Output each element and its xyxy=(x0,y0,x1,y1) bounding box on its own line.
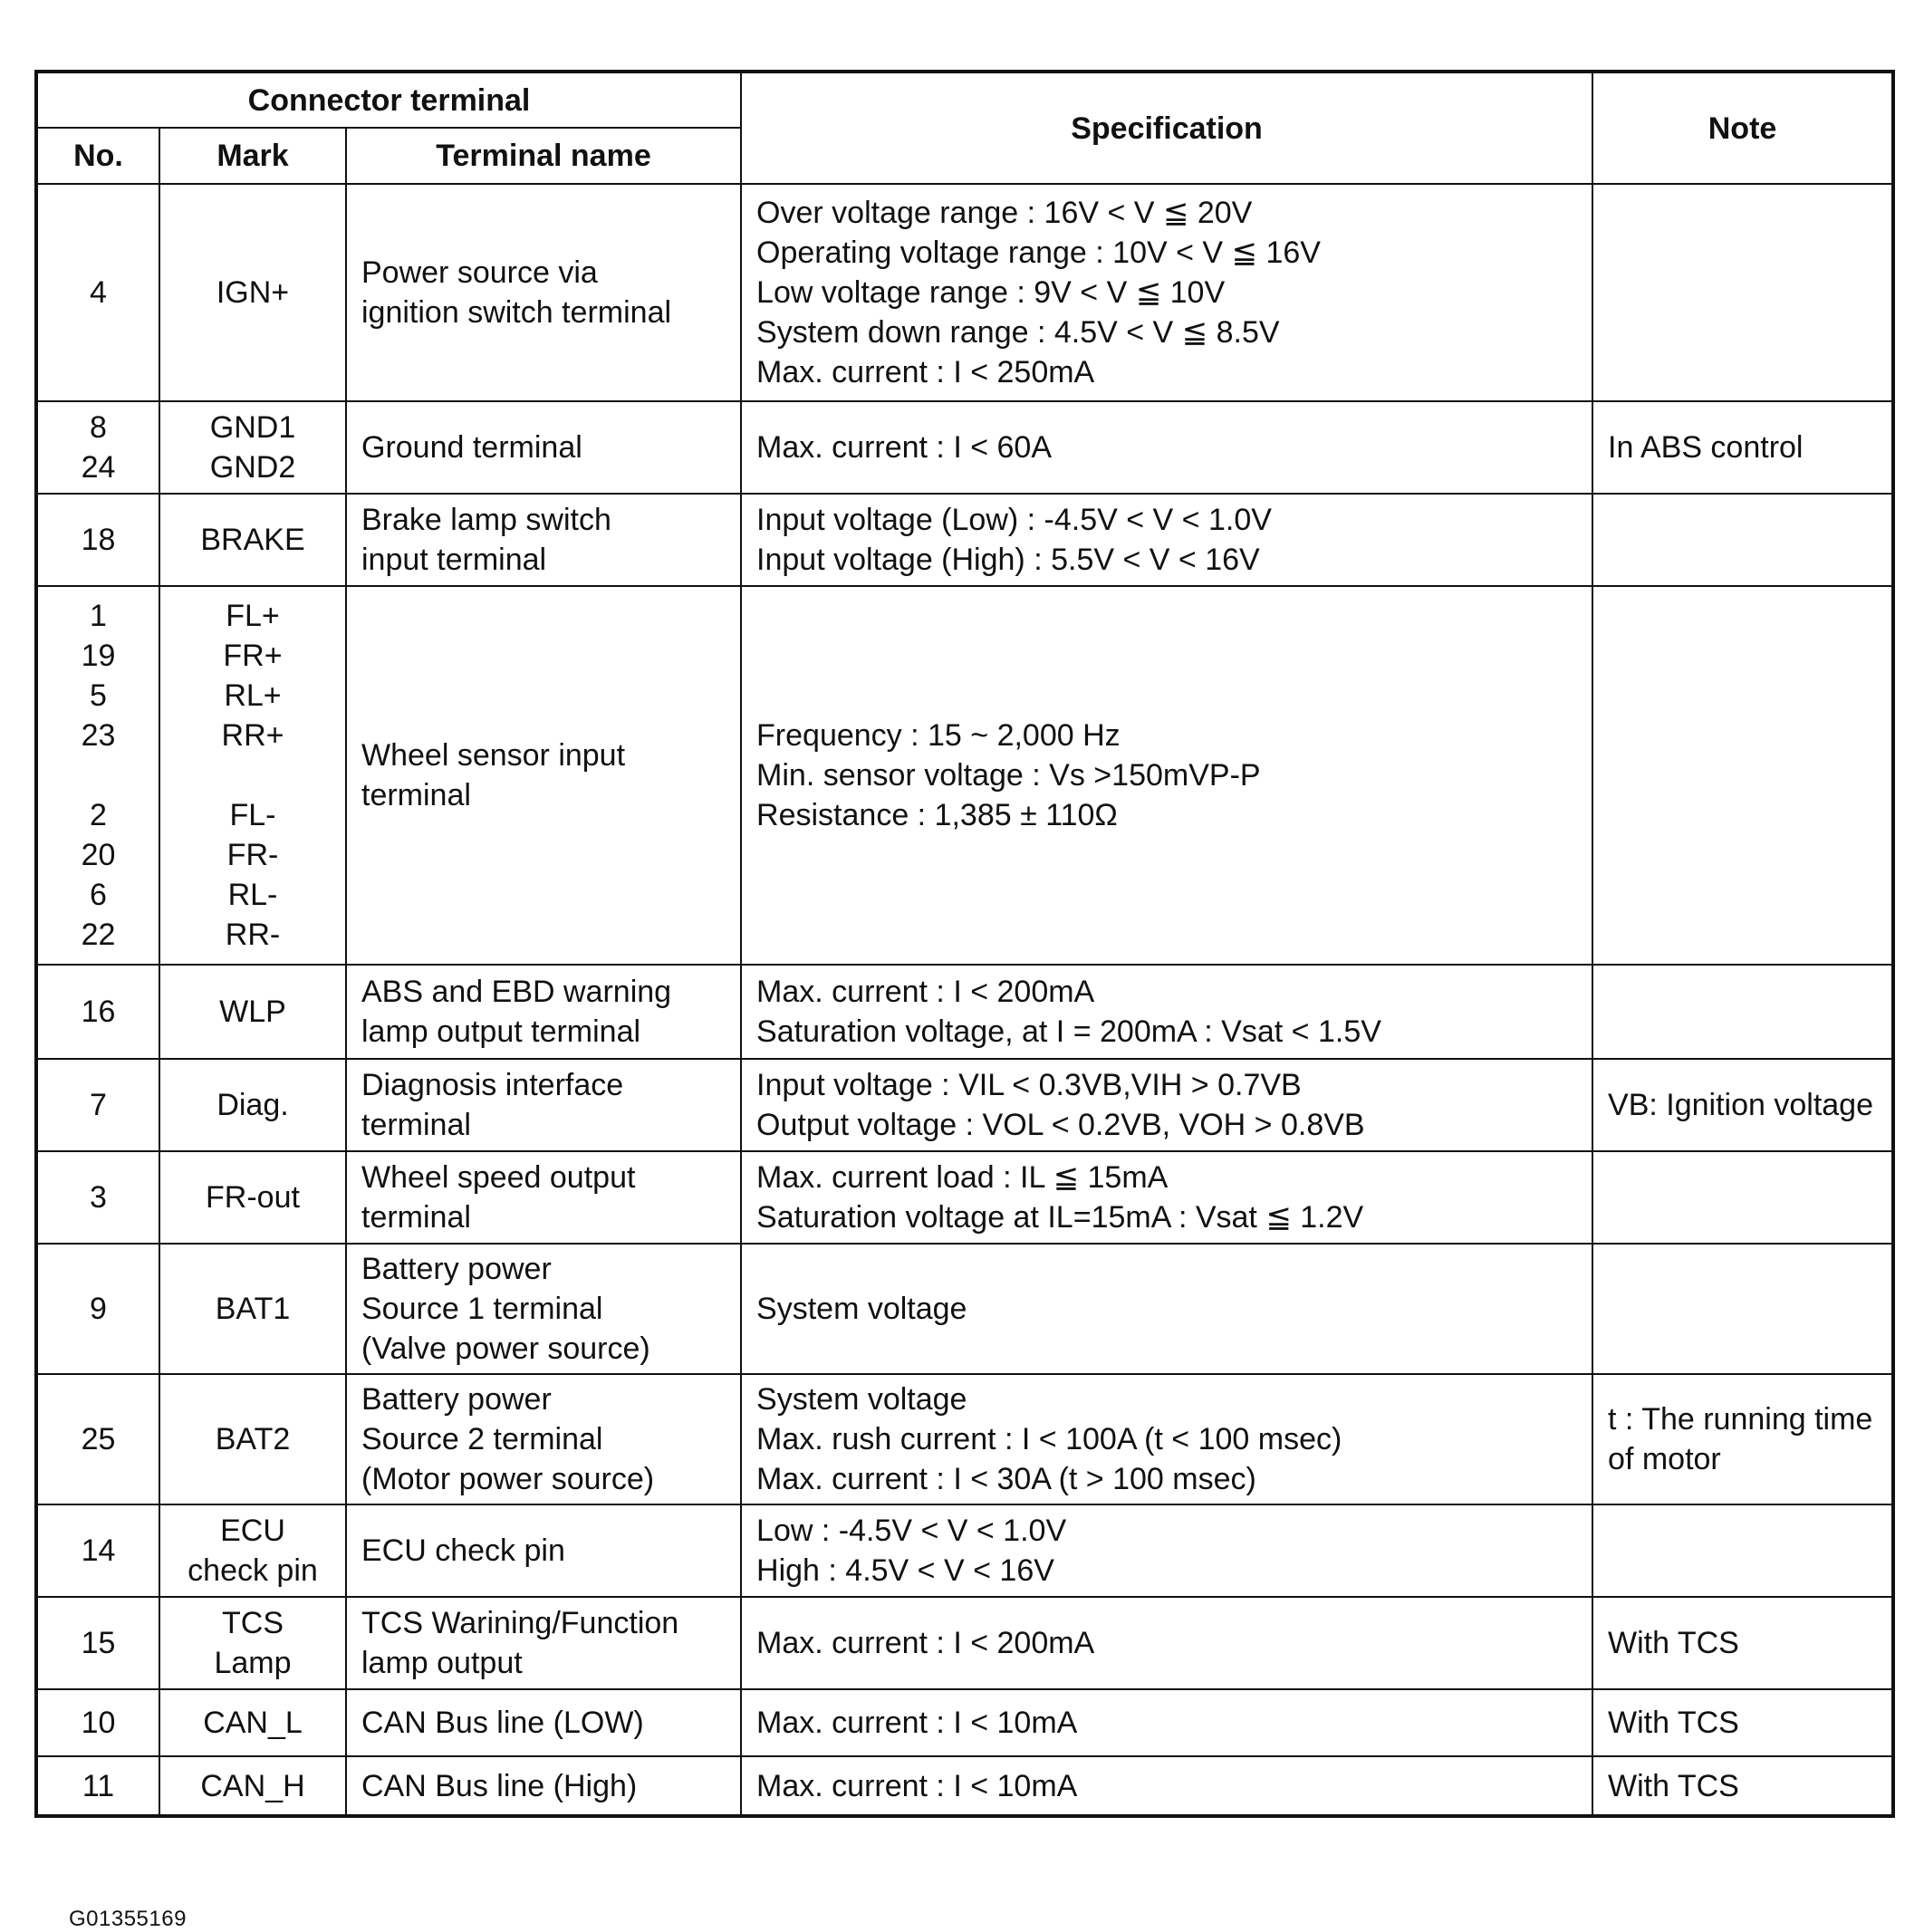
cell-line: 25 xyxy=(81,1422,116,1456)
cell-no xyxy=(36,586,159,965)
cell-specification xyxy=(741,1151,1592,1244)
cell-line: Max. rush current : I < 100A (t < 100 msec) xyxy=(756,1422,1342,1456)
cell-line: Max. current : I < 200mA xyxy=(756,975,1095,1009)
cell-no xyxy=(36,1059,159,1151)
cell-line: WLP xyxy=(219,995,286,1029)
cell-line: 18 xyxy=(81,523,116,557)
cell-mark xyxy=(159,1597,346,1689)
cell-note xyxy=(1592,1151,1893,1244)
cell-note xyxy=(1592,1756,1893,1816)
cell-line: Max. current : I < 10mA xyxy=(756,1706,1078,1740)
cell-specification xyxy=(741,1756,1592,1816)
cell-line: 4 xyxy=(90,275,107,310)
cell-mark xyxy=(159,1151,346,1244)
cell-line: Source 2 terminal xyxy=(361,1422,603,1456)
table-row xyxy=(36,494,1893,586)
cell-line: ECU xyxy=(220,1514,285,1548)
cell-line: FR-out xyxy=(206,1180,300,1215)
table-row xyxy=(36,1597,1893,1689)
table-row xyxy=(36,1756,1893,1816)
cell-line: Operating voltage range : 10V < V ≦ 16V xyxy=(756,235,1321,270)
cell-line: t : The running time xyxy=(1608,1402,1873,1437)
cell-note xyxy=(1592,184,1893,401)
cell-line: lamp output terminal xyxy=(361,1014,641,1049)
cell-terminal-name xyxy=(346,965,741,1059)
cell-line: CAN_H xyxy=(200,1768,305,1803)
cell-line: Input voltage : VIL < 0.3VB,VIH > 0.7VB xyxy=(756,1068,1302,1102)
cell-line: Ground terminal xyxy=(361,430,582,465)
cell-no xyxy=(36,401,159,494)
cell-line: of motor xyxy=(1608,1442,1721,1476)
cell-terminal-name xyxy=(346,1504,741,1597)
cell-line: System voltage xyxy=(756,1292,967,1326)
cell-note xyxy=(1592,965,1893,1059)
cell-no xyxy=(36,1689,159,1756)
cell-line: GND2 xyxy=(209,450,296,485)
table-row xyxy=(36,184,1893,401)
cell-line: RR+ xyxy=(221,718,284,753)
cell-line: Input voltage (High) : 5.5V < V < 16V xyxy=(756,543,1260,577)
table-header xyxy=(36,72,1893,184)
cell-line: 3 xyxy=(90,1180,107,1215)
cell-line: Lamp xyxy=(214,1646,292,1680)
cell-line: 23 xyxy=(81,718,116,753)
figure-id: G01355169 xyxy=(69,1907,187,1931)
cell-specification xyxy=(741,965,1592,1059)
header-specification: Specification xyxy=(741,72,1592,184)
cell-terminal-name xyxy=(346,1374,741,1504)
table-row xyxy=(36,401,1893,494)
cell-line xyxy=(53,755,144,795)
header-mark: Mark xyxy=(159,128,346,184)
cell-line: BAT1 xyxy=(215,1292,291,1326)
cell-line: ignition switch terminal xyxy=(361,295,672,330)
table-row xyxy=(36,965,1893,1059)
cell-line: 8 xyxy=(90,410,107,445)
cell-line: Min. sensor voltage : Vs >150mVP-P xyxy=(756,758,1261,793)
cell-no xyxy=(36,184,159,401)
cell-line: CAN_L xyxy=(203,1706,303,1740)
cell-line: With TCS xyxy=(1608,1706,1739,1740)
cell-no xyxy=(36,1756,159,1816)
cell-line: 5 xyxy=(90,678,107,713)
cell-line: ECU check pin xyxy=(361,1533,565,1568)
cell-terminal-name xyxy=(346,1059,741,1151)
cell-line: terminal xyxy=(361,778,471,812)
cell-mark xyxy=(159,1244,346,1374)
cell-terminal-name xyxy=(346,1689,741,1756)
cell-terminal-name xyxy=(346,401,741,494)
cell-line: TCS Warining/Function xyxy=(361,1606,679,1640)
cell-line: RL+ xyxy=(224,678,282,713)
cell-line: (Motor power source) xyxy=(361,1462,655,1496)
cell-line: FL+ xyxy=(226,599,280,633)
cell-line: Output voltage : VOL < 0.2VB, VOH > 0.8VB xyxy=(756,1108,1365,1142)
cell-line: Saturation voltage, at I = 200mA : Vsat < 1.5V xyxy=(756,1014,1381,1049)
cell-line: lamp output xyxy=(361,1646,523,1680)
cell-no xyxy=(36,1504,159,1597)
cell-note xyxy=(1592,1059,1893,1151)
cell-line: System voltage xyxy=(756,1382,967,1417)
cell-line: 7 xyxy=(90,1088,107,1122)
cell-specification xyxy=(741,1504,1592,1597)
cell-note xyxy=(1592,586,1893,965)
table-row xyxy=(36,1244,1893,1374)
table-row xyxy=(36,1689,1893,1756)
cell-mark xyxy=(159,586,346,965)
cell-line: Resistance : 1,385 ± 110Ω xyxy=(756,798,1118,832)
cell-line: 16 xyxy=(81,995,116,1029)
cell-line: Max. current load : IL ≦ 15mA xyxy=(756,1160,1169,1195)
header-note: Note xyxy=(1592,72,1893,184)
header-connector-terminal: Connector terminal xyxy=(36,72,741,128)
cell-mark xyxy=(159,1059,346,1151)
cell-line: terminal xyxy=(361,1108,471,1142)
cell-specification xyxy=(741,1244,1592,1374)
cell-specification xyxy=(741,586,1592,965)
cell-line: RR- xyxy=(225,918,281,952)
cell-line: Battery power xyxy=(361,1382,552,1417)
cell-line: 22 xyxy=(81,918,116,952)
table-row xyxy=(36,1374,1893,1504)
cell-line: Max. current : I < 60A xyxy=(756,430,1053,465)
cell-line: Wheel speed output xyxy=(361,1160,636,1195)
cell-line: 1 xyxy=(90,599,107,633)
cell-no xyxy=(36,1597,159,1689)
table-row xyxy=(36,1504,1893,1597)
document xyxy=(34,70,1891,1931)
cell-line: IGN+ xyxy=(216,275,290,310)
cell-terminal-name xyxy=(346,586,741,965)
cell-line: 2 xyxy=(90,798,107,832)
cell-line: FR- xyxy=(226,838,279,872)
connector-terminal-table xyxy=(34,70,1895,1818)
cell-mark xyxy=(159,184,346,401)
cell-terminal-name xyxy=(346,1244,741,1374)
table-row xyxy=(36,1059,1893,1151)
cell-specification xyxy=(741,1059,1592,1151)
cell-specification xyxy=(741,1374,1592,1504)
cell-line: 9 xyxy=(90,1292,107,1326)
cell-line: BRAKE xyxy=(200,523,305,557)
header-no: No. xyxy=(36,128,159,184)
cell-line: Battery power xyxy=(361,1252,552,1286)
cell-line: BAT2 xyxy=(215,1422,291,1456)
cell-mark xyxy=(159,1756,346,1816)
cell-line: 20 xyxy=(81,838,116,872)
cell-specification xyxy=(741,494,1592,586)
cell-specification xyxy=(741,401,1592,494)
cell-line: Low : -4.5V < V < 1.0V xyxy=(756,1514,1067,1548)
cell-line: Diag. xyxy=(216,1088,289,1122)
cell-line: Over voltage range : 16V < V ≦ 20V xyxy=(756,196,1253,230)
cell-note xyxy=(1592,1374,1893,1504)
cell-line: FL- xyxy=(229,798,276,832)
cell-line: 10 xyxy=(81,1706,116,1740)
cell-line: Saturation voltage at IL=15mA : Vsat ≦ 1.2V xyxy=(756,1200,1364,1235)
cell-line: terminal xyxy=(361,1200,471,1235)
cell-specification xyxy=(741,1597,1592,1689)
cell-line: Max. current : I < 200mA xyxy=(756,1626,1095,1660)
cell-line: 15 xyxy=(81,1626,116,1660)
cell-mark xyxy=(159,1374,346,1504)
cell-note xyxy=(1592,494,1893,586)
cell-line: High : 4.5V < V < 16V xyxy=(756,1553,1054,1588)
cell-line: GND1 xyxy=(209,410,296,445)
cell-line: In ABS control xyxy=(1608,430,1804,465)
cell-line: Input voltage (Low) : -4.5V < V < 1.0V xyxy=(756,503,1272,537)
cell-line: VB: Ignition voltage xyxy=(1608,1088,1873,1122)
cell-line: Source 1 terminal xyxy=(361,1292,603,1326)
cell-line: Max. current : I < 30A (t > 100 msec) xyxy=(756,1462,1256,1496)
cell-line: Brake lamp switch xyxy=(361,503,611,537)
cell-mark xyxy=(159,401,346,494)
cell-line: Power source via xyxy=(361,255,598,290)
cell-line: 19 xyxy=(81,639,116,673)
cell-line: Max. current : I < 10mA xyxy=(756,1768,1078,1803)
cell-line: 24 xyxy=(81,450,116,485)
cell-line: RL- xyxy=(227,878,278,912)
cell-line: ABS and EBD warning xyxy=(361,975,672,1009)
cell-specification xyxy=(741,1689,1592,1756)
cell-line: Frequency : 15 ~ 2,000 Hz xyxy=(756,718,1121,753)
header-terminal-name: Terminal name xyxy=(346,128,741,184)
cell-terminal-name xyxy=(346,1151,741,1244)
cell-note xyxy=(1592,1244,1893,1374)
cell-no xyxy=(36,1151,159,1244)
cell-line: FR+ xyxy=(223,639,283,673)
cell-line: CAN Bus line (High) xyxy=(361,1768,638,1803)
cell-line: Max. current : I < 250mA xyxy=(756,355,1095,389)
cell-line xyxy=(175,755,331,795)
cell-line: Diagnosis interface xyxy=(361,1068,624,1102)
cell-mark xyxy=(159,1504,346,1597)
cell-no xyxy=(36,1244,159,1374)
cell-note xyxy=(1592,401,1893,494)
cell-mark xyxy=(159,494,346,586)
cell-terminal-name xyxy=(346,1597,741,1689)
cell-no xyxy=(36,1374,159,1504)
cell-line: Low voltage range : 9V < V ≦ 10V xyxy=(756,275,1226,310)
cell-terminal-name xyxy=(346,1756,741,1816)
table-row xyxy=(36,586,1893,965)
cell-specification xyxy=(741,184,1592,401)
cell-line: check pin xyxy=(188,1553,318,1588)
cell-line: CAN Bus line (LOW) xyxy=(361,1706,644,1740)
cell-mark xyxy=(159,965,346,1059)
cell-line: (Valve power source) xyxy=(361,1331,650,1366)
cell-terminal-name xyxy=(346,184,741,401)
cell-no xyxy=(36,494,159,586)
cell-line: TCS xyxy=(222,1606,284,1640)
cell-note xyxy=(1592,1597,1893,1689)
cell-line: 11 xyxy=(82,1768,115,1803)
cell-line: Wheel sensor input xyxy=(361,738,626,773)
cell-line: input terminal xyxy=(361,543,547,577)
cell-line: 14 xyxy=(81,1533,116,1568)
cell-note xyxy=(1592,1504,1893,1597)
cell-line: With TCS xyxy=(1608,1626,1739,1660)
cell-mark xyxy=(159,1689,346,1756)
cell-note xyxy=(1592,1689,1893,1756)
table-row xyxy=(36,1151,1893,1244)
cell-line: With TCS xyxy=(1608,1768,1739,1803)
cell-terminal-name xyxy=(346,494,741,586)
cell-line: 6 xyxy=(90,878,107,912)
cell-line: System down range : 4.5V < V ≦ 8.5V xyxy=(756,315,1280,350)
cell-no xyxy=(36,965,159,1059)
table-body xyxy=(36,184,1893,1816)
